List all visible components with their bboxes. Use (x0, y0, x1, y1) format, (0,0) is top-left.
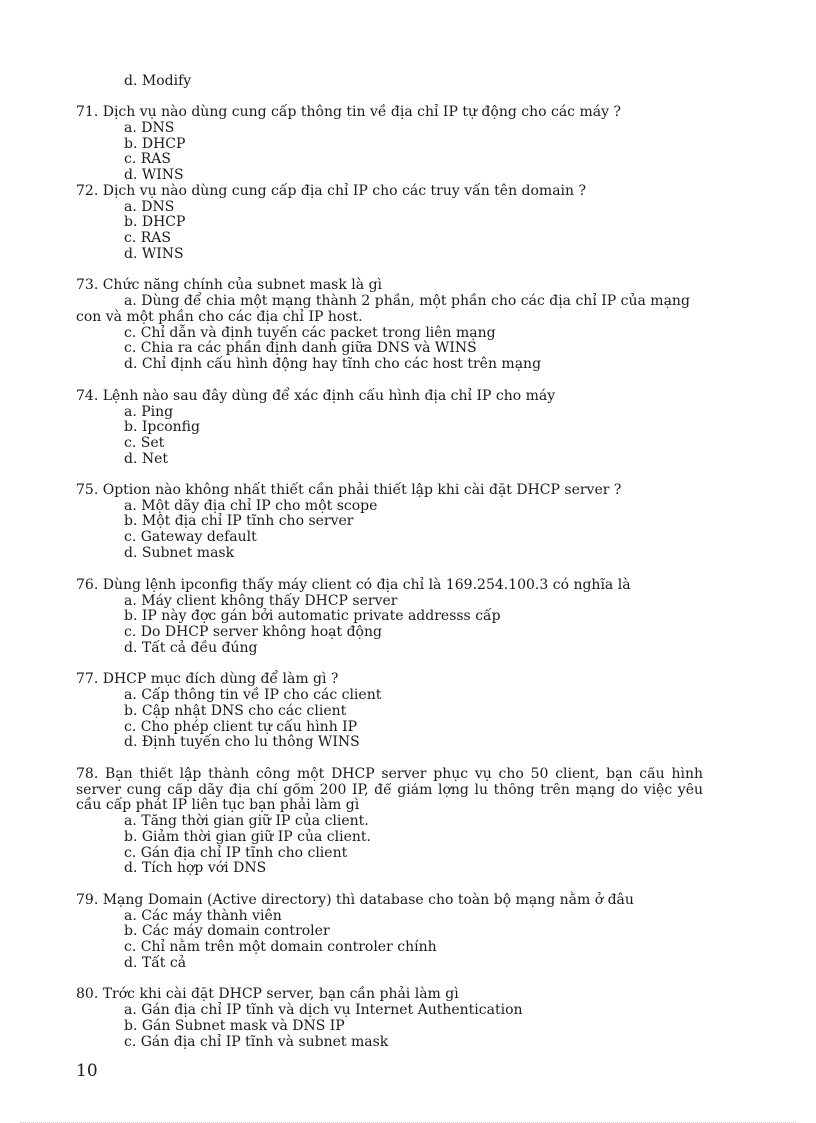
question-79: 79. Mạng Domain (Active directory) thì database cho toàn bộ mạng nằm ở đâu (76, 892, 634, 908)
question-80: 80. Trớc khi cài đặt DHCP server, bạn cần phải làm gì (76, 986, 459, 1002)
option-line: c. Do DHCP server không hoạt động (124, 624, 382, 640)
question-72: 72. Dịch vụ nào dùng cung cấp địa chỉ IP cho các truy vấn tên domain ? (76, 183, 586, 199)
question-71: 71. Dịch vụ nào dùng cung cấp thông tin về địa chỉ IP tự động cho các máy ? (76, 104, 621, 120)
option-line: a. Máy client không thấy DHCP server (124, 593, 398, 609)
option-line: d. Tất cả (124, 955, 187, 971)
option-line: c. Gateway default (124, 529, 257, 545)
option-line: d. Tích hợp với DNS (124, 860, 267, 876)
question-73: 73. Chức năng chính của subnet mask là gì (76, 277, 383, 293)
option-line: a. Gán địa chỉ IP tĩnh và dịch vụ Internet Authentication (124, 1002, 523, 1018)
option-line: b. DHCP (124, 214, 186, 230)
question-78-continuation: server cung cấp dãy địa chỉ gồm 200 IP, để giảm lợng lu thông trên mạng do việc yêu (76, 783, 703, 798)
option-line: a. Tăng thời gian giữ IP của client. (124, 813, 369, 829)
option-continuation: con và một phần cho các địa chỉ IP host. (76, 309, 363, 325)
option-line: b. Gán Subnet mask và DNS IP (124, 1018, 345, 1034)
option-line: c. RAS (124, 230, 171, 246)
option-line: c. Chia ra các phần định danh giữa DNS và WINS (124, 340, 477, 356)
option-line: c. RAS (124, 151, 171, 167)
question-74: 74. Lệnh nào sau đây dùng để xác định cấu hình địa chỉ IP cho máy (76, 388, 556, 404)
page-number: 10 (76, 1061, 98, 1081)
option-line: a. Dùng để chia một mạng thành 2 phần, một phần cho các địa chỉ IP của mạng (124, 293, 690, 309)
option-line: d. Chỉ định cấu hình động hay tĩnh cho các host trên mạng (124, 356, 542, 372)
option-line: d. Modify (124, 73, 192, 89)
option-line: b. DHCP (124, 136, 186, 152)
option-line: c. Cho phép client tự cấu hình IP (124, 719, 358, 735)
option-line: c. Chỉ dẫn và định tuyến các packet trong liên mạng (124, 325, 496, 341)
option-line: b. Một địa chỉ IP tĩnh cho server (124, 513, 354, 529)
option-line: b. Ipconfig (124, 419, 200, 435)
option-line: c. Gán địa chỉ IP tĩnh và subnet mask (124, 1034, 389, 1050)
option-line: c. Chỉ nằm trên một domain controler chính (124, 939, 437, 955)
question-76: 76. Dùng lệnh ipconfig thấy máy client có địa chỉ là 169.254.100.3 có nghĩa là (76, 577, 631, 593)
question-78: 78. Bạn thiết lập thành công một DHCP server phục vụ cho 50 client, bạn cấu hình (76, 767, 703, 782)
option-line: d. WINS (124, 167, 184, 183)
question-77: 77. DHCP mục đích dùng để làm gì ? (76, 671, 339, 687)
option-line: a. DNS (124, 199, 175, 215)
option-line: d. Định tuyến cho lu thông WINS (124, 734, 360, 750)
option-line: d. Net (124, 451, 169, 467)
option-line: b. Giảm thời gian giữ IP của client. (124, 829, 371, 845)
option-line: b. Các máy domain controler (124, 923, 330, 939)
option-line: b. IP này đợc gán bởi automatic private addresss cấp (124, 608, 501, 624)
option-line: b. Cập nhật DNS cho các client (124, 703, 347, 719)
option-line: a. DNS (124, 120, 175, 136)
option-line: d. Subnet mask (124, 545, 235, 561)
question-75: 75. Option nào không nhất thiết cần phải thiết lập khi cài đặt DHCP server ? (76, 482, 622, 498)
question-78-continuation: cầu cấp phát IP liên tục bạn phải làm gì (76, 797, 360, 813)
option-line: a. Cấp thông tin về IP cho các client (124, 687, 382, 703)
option-line: c. Set (124, 435, 165, 451)
option-line: a. Một dãy địa chỉ IP cho một scope (124, 498, 378, 514)
option-line: d. Tất cả đều đúng (124, 640, 258, 656)
option-line: a. Các máy thành viên (124, 908, 282, 924)
option-line: a. Ping (124, 404, 174, 420)
option-line: d. WINS (124, 246, 184, 262)
option-line: c. Gán địa chỉ IP tĩnh cho client (124, 845, 348, 861)
